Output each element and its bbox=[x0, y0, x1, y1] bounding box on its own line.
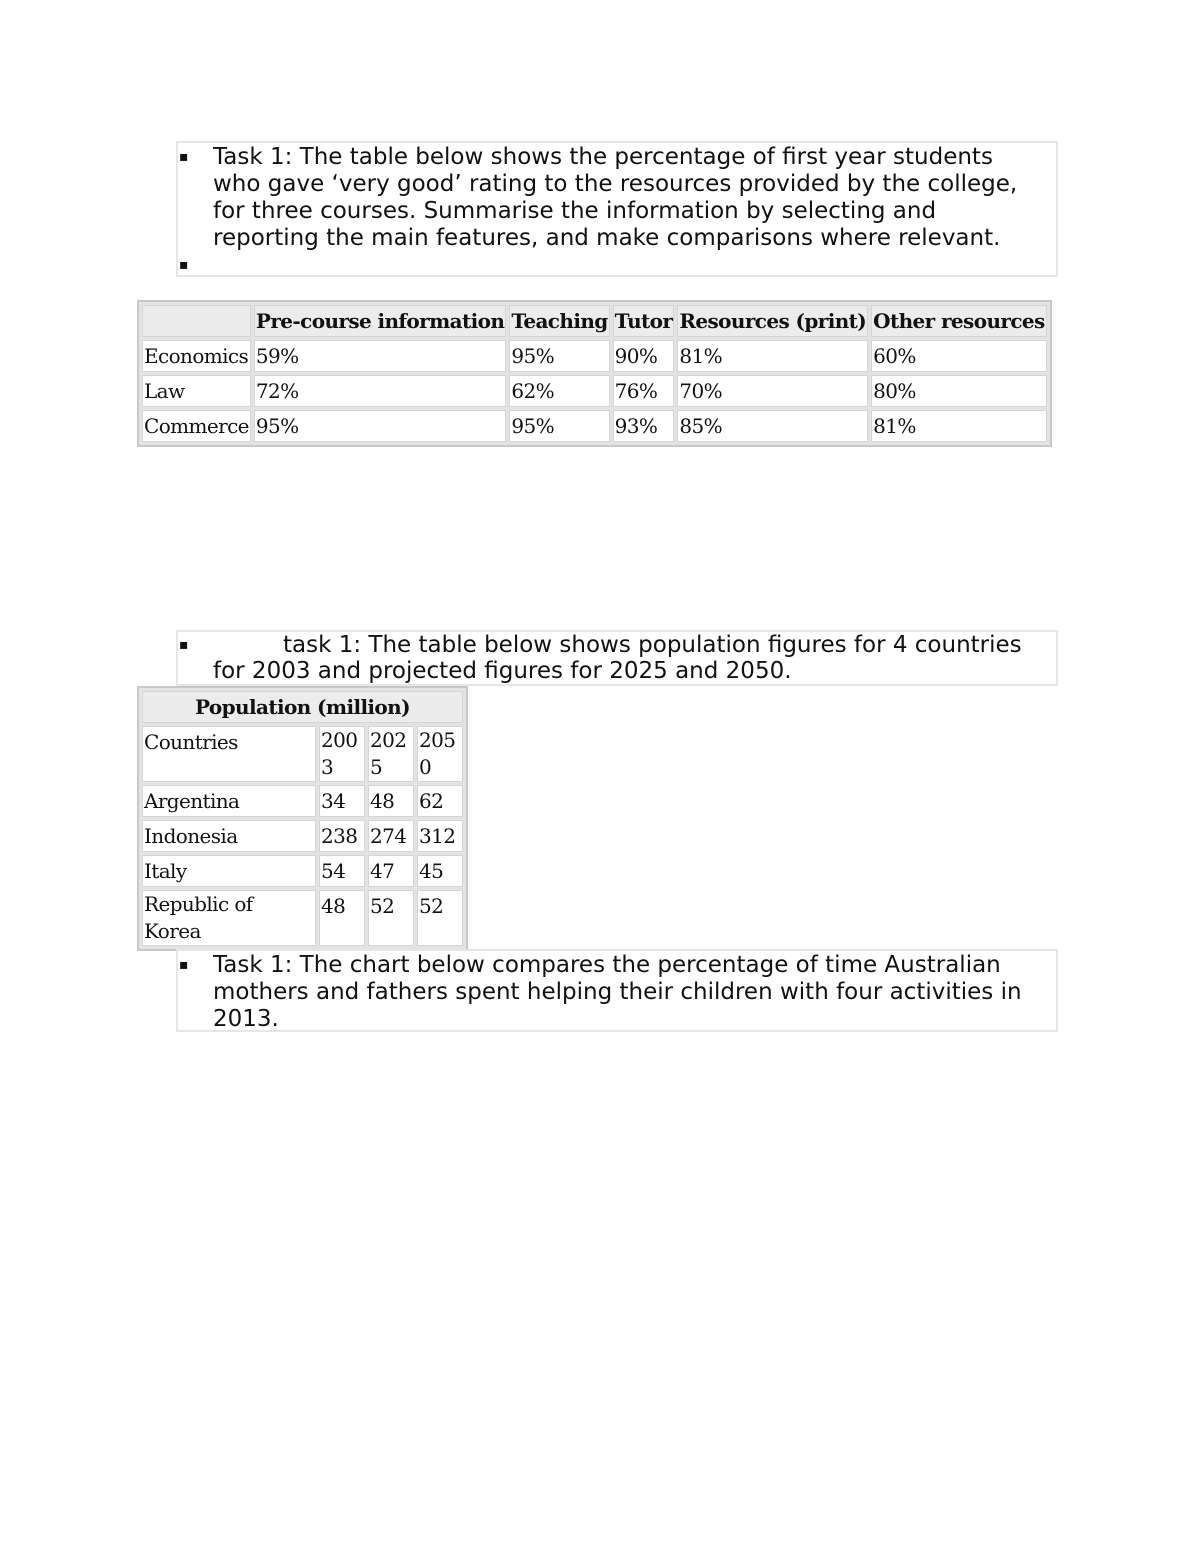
table-cell: 45 bbox=[417, 855, 463, 887]
table-cell: Indonesia bbox=[142, 820, 316, 852]
table-row bbox=[142, 890, 463, 946]
task3-line: Task 1: The chart below compares the percentage of time Australian bbox=[213, 952, 1001, 978]
year-cell: 2025 bbox=[368, 726, 414, 782]
table-row bbox=[142, 855, 463, 887]
task2-line: task 1: The table below shows population figures for 4 countries bbox=[283, 632, 1022, 658]
table-cell: 52 bbox=[368, 890, 414, 946]
task1-prompt bbox=[176, 141, 1058, 277]
table-cell: 95% bbox=[254, 410, 506, 442]
table-cell: Economics bbox=[142, 340, 251, 372]
table-header-cell: Pre-course information bbox=[254, 305, 506, 337]
task1-text bbox=[178, 144, 1056, 252]
task3-line: 2013. bbox=[213, 1006, 279, 1032]
task3-text bbox=[178, 952, 1056, 1033]
table-row bbox=[142, 410, 1047, 442]
table-title: Population (million) bbox=[142, 691, 463, 723]
table-cell: Italy bbox=[142, 855, 316, 887]
table-cell: Republic of Korea bbox=[142, 890, 316, 946]
table-cell: 59% bbox=[254, 340, 506, 372]
table-cell: Argentina bbox=[142, 785, 316, 817]
table-cell: 274 bbox=[368, 820, 414, 852]
table-cell: 72% bbox=[254, 375, 506, 407]
table-row bbox=[142, 340, 1047, 372]
table-cell: 62% bbox=[509, 375, 609, 407]
ratings-table bbox=[137, 300, 1052, 447]
table-header-cell: Tutor bbox=[613, 305, 675, 337]
bullet-icon: ▪ bbox=[179, 149, 189, 165]
table-cell: 81% bbox=[871, 410, 1047, 442]
task3-prompt bbox=[176, 949, 1058, 1032]
table-row bbox=[142, 820, 463, 852]
table-cell: Countries bbox=[142, 726, 316, 782]
table-cell: 95% bbox=[509, 340, 609, 372]
task1-line: reporting the main features, and make comparisons where relevant. bbox=[213, 225, 1001, 251]
table-cell: 85% bbox=[677, 410, 868, 442]
year-cell: 2003 bbox=[319, 726, 365, 782]
task1-line: for three courses. Summarise the information by selecting and bbox=[213, 198, 937, 224]
bullet-icon: ▪ bbox=[179, 637, 189, 653]
population-table bbox=[137, 686, 468, 951]
table-cell: 81% bbox=[677, 340, 868, 372]
table-header-row bbox=[142, 691, 463, 723]
table-cell: 48 bbox=[368, 785, 414, 817]
bullet-icon: ▪ bbox=[179, 957, 189, 973]
table-cell: 62 bbox=[417, 785, 463, 817]
table-cell: 312 bbox=[417, 820, 463, 852]
table-cell: 93% bbox=[613, 410, 675, 442]
table-row bbox=[142, 375, 1047, 407]
table-cell: 95% bbox=[509, 410, 609, 442]
bullet-icon: ▪ bbox=[179, 257, 189, 273]
table-header-cell: Other resources bbox=[871, 305, 1047, 337]
table-cell: 48 bbox=[319, 890, 365, 946]
task3-line: mothers and fathers spent helping their children with four activities in bbox=[213, 979, 1022, 1005]
table-cell: 80% bbox=[871, 375, 1047, 407]
table-header-cell: Teaching bbox=[509, 305, 609, 337]
task1-line: who gave ‘very good’ rating to the resources provided by the college, bbox=[213, 171, 1018, 197]
table-cell: 70% bbox=[677, 375, 868, 407]
task2-prompt bbox=[176, 630, 1058, 686]
task1-line: Task 1: The table below shows the percentage of first year students bbox=[213, 144, 993, 170]
table-cell: 76% bbox=[613, 375, 675, 407]
table-cell: Commerce bbox=[142, 410, 251, 442]
table-cell: 47 bbox=[368, 855, 414, 887]
task2-text bbox=[178, 632, 1056, 684]
table-cell: 60% bbox=[871, 340, 1047, 372]
year-cell: 2050 bbox=[417, 726, 463, 782]
table-row bbox=[142, 726, 463, 782]
table-cell: 34 bbox=[319, 785, 365, 817]
table-cell: 54 bbox=[319, 855, 365, 887]
table-row bbox=[142, 785, 463, 817]
task1-empty-item bbox=[178, 252, 1056, 274]
table-header-cell: Resources (print) bbox=[677, 305, 868, 337]
table-cell: 52 bbox=[417, 890, 463, 946]
table-cell: Law bbox=[142, 375, 251, 407]
table-header-cell bbox=[142, 305, 251, 337]
task2-line: for 2003 and projected figures for 2025 and 2050. bbox=[213, 658, 792, 684]
table-cell: 238 bbox=[319, 820, 365, 852]
table-header-row bbox=[142, 305, 1047, 337]
table-cell: 90% bbox=[613, 340, 675, 372]
